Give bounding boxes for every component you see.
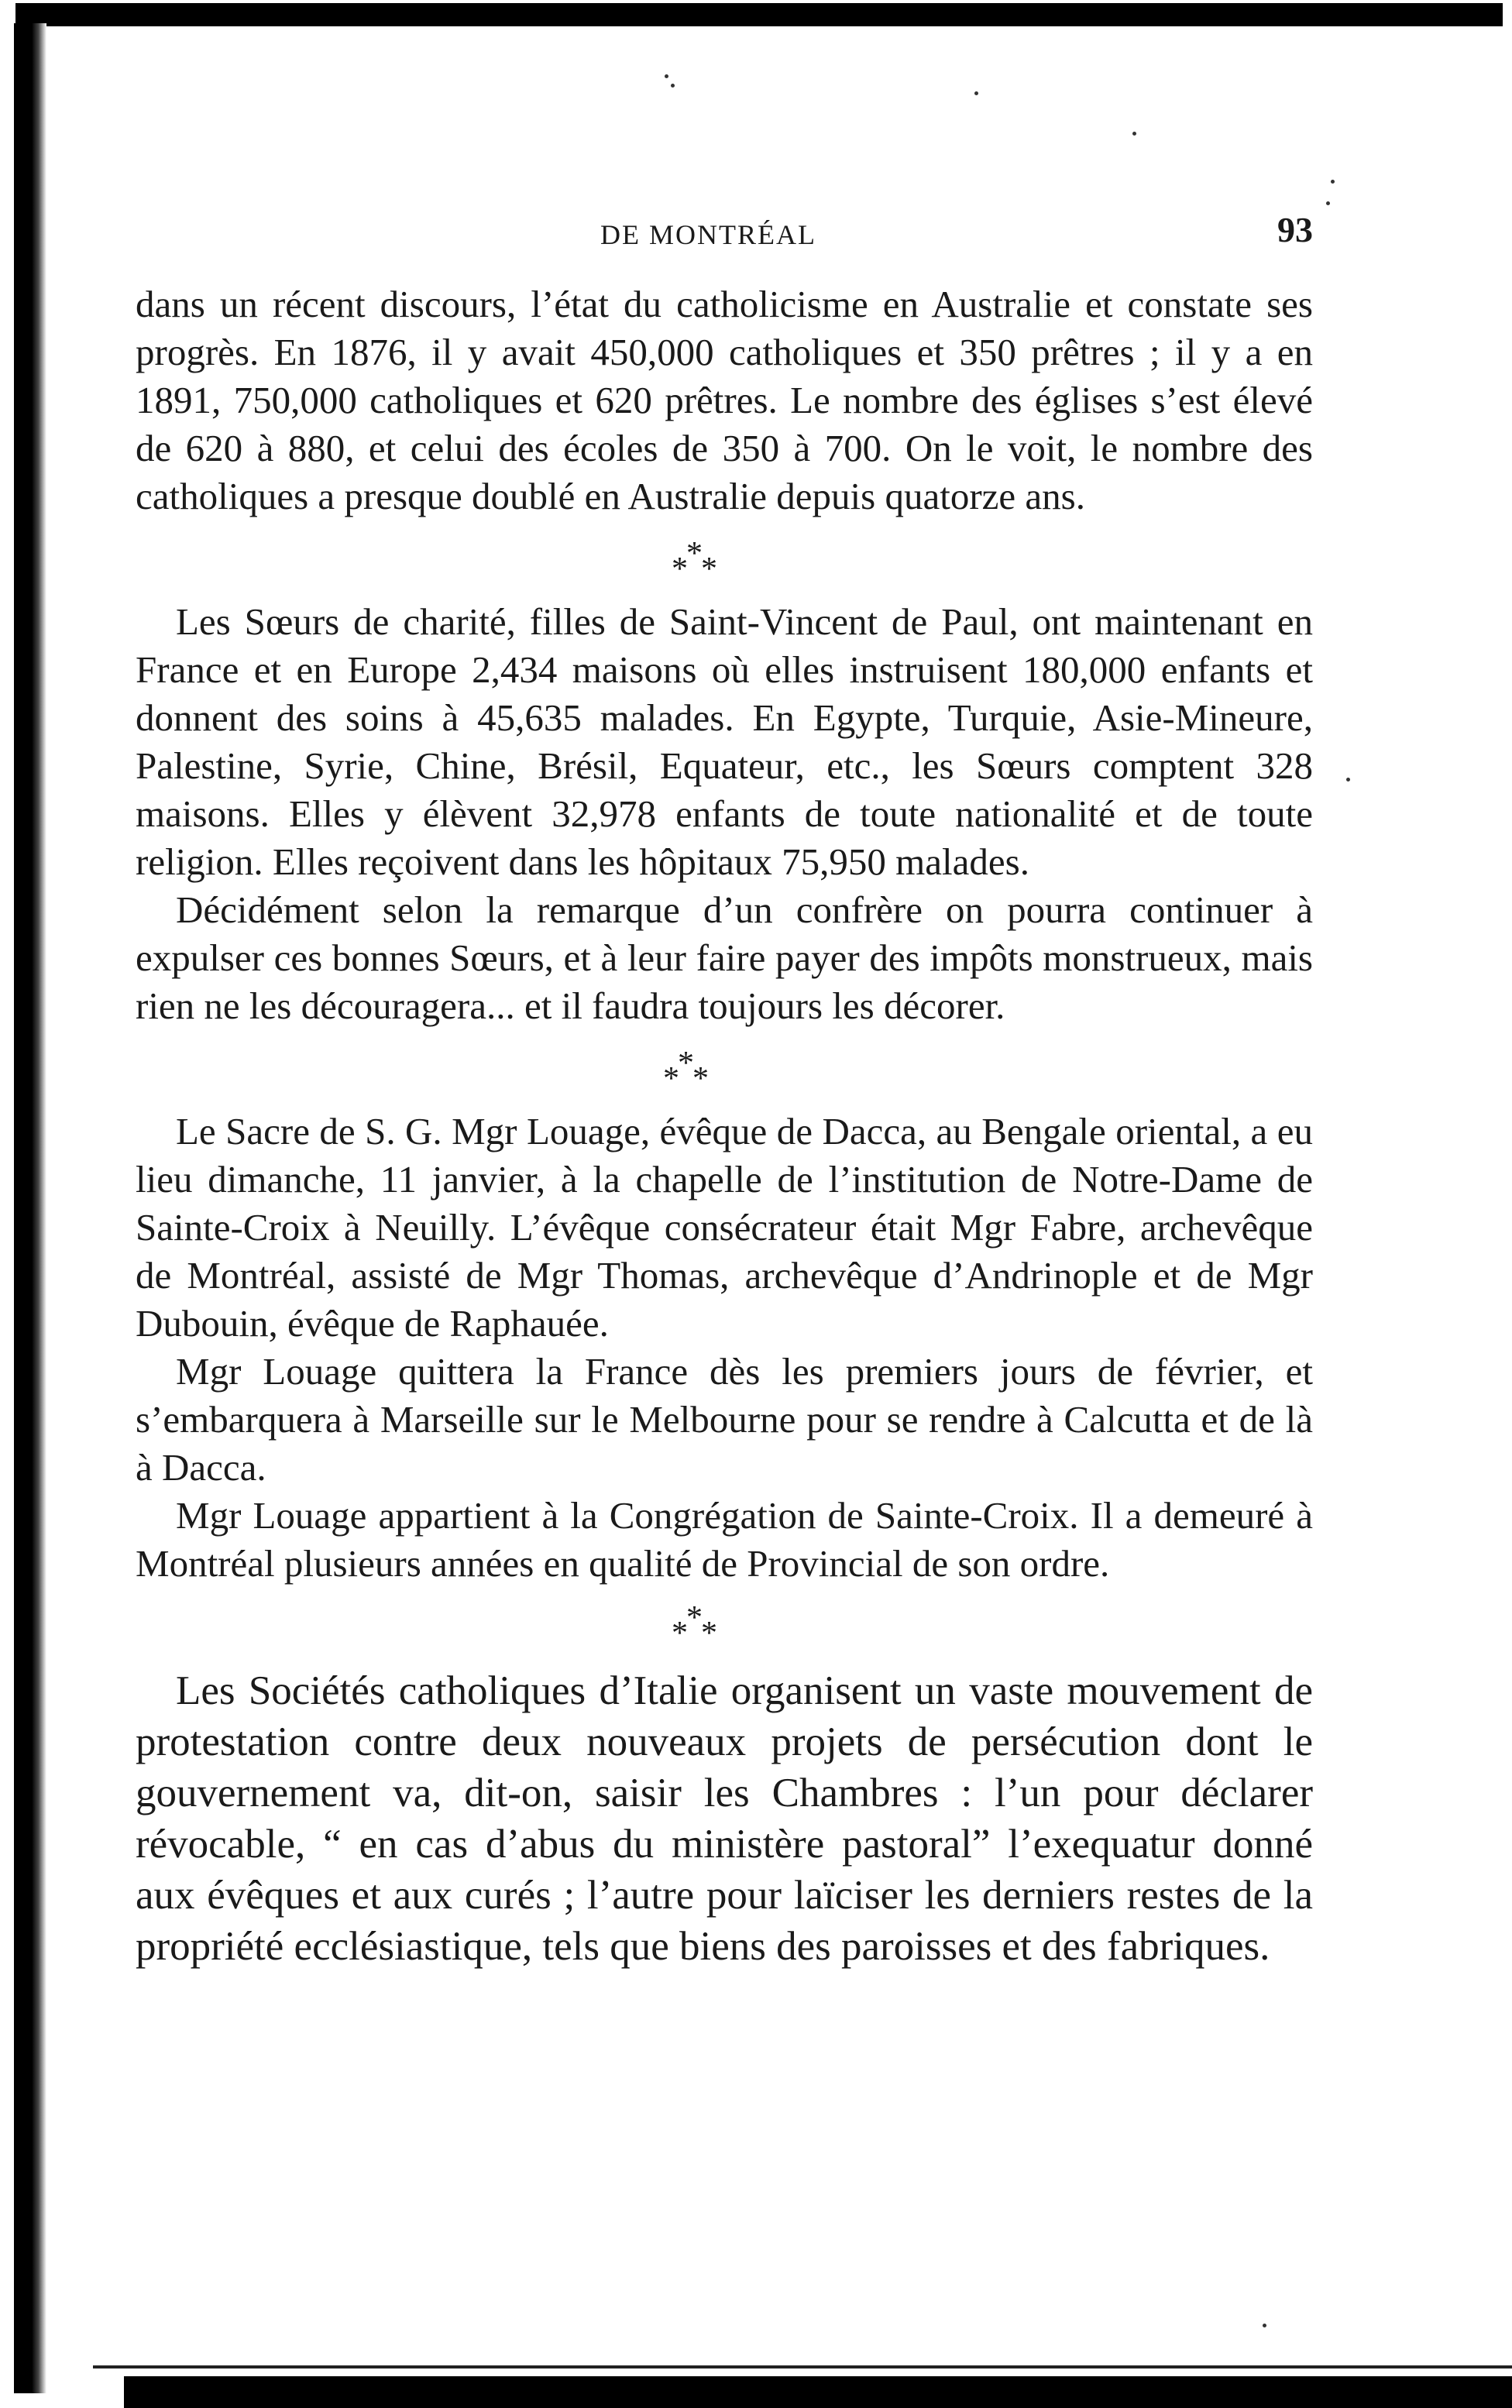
paragraph-louage-congregation: Mgr Louage appartient à la Congrégation de Sainte-Croix. Il a demeuré à Montréal plusieurs années en qualité de Provincial de son ordre. xyxy=(136,1494,1313,1585)
paragraph-decidement: Décidément selon la remarque d’un confrère on pourra continuer à expulser ces bonnes Sœurs, et à leur faire payer des impôts monstrueux, mais rien ne les découragera... et il faudra toujours les décorer. xyxy=(136,888,1313,1027)
separator-star: * xyxy=(692,1061,709,1097)
separator-star: * xyxy=(678,1046,694,1081)
running-head xyxy=(136,201,1313,263)
paragraph-soeurs-de-charite: Les Sœurs de charité, filles de Saint-Vincent de Paul, ont maintenant en France et en Europe 2,434 maisons où elles instruisent 180,000 enfants et donnent des soins à 45,635 malades. En Egypte, Turquie, Asie-Mineure, Palestine, Syrie, Chine, Brésil, Equateur, etc., les Sœurs comptent 328 maisons. Elles y élèvent 32,978 enfants de toute nationalité et de toute religion. Elles reçoivent dans les hôpitaux 75,950 malades. xyxy=(136,600,1313,883)
separator-star: * xyxy=(663,1061,679,1097)
scan-speck xyxy=(974,91,978,95)
scan-speck xyxy=(1331,180,1335,184)
scan-speck xyxy=(1263,2324,1266,2327)
paragraph-louage-depart: Mgr Louage quittera la France dès les premiers jours de février, et s’embarquera à Marseille sur le Melbourne pour se rendre à Calcutta et de là à Dacca. xyxy=(136,1350,1313,1489)
running-head-title: DE MONTRÉAL xyxy=(600,219,816,250)
separator-star: * xyxy=(686,536,703,572)
separator-star: * xyxy=(701,1616,717,1651)
document-page xyxy=(136,201,1313,1972)
scan-speck xyxy=(1132,132,1136,136)
section-separator xyxy=(136,1030,1313,1108)
separator-star: * xyxy=(686,1600,703,1636)
scan-speck xyxy=(665,74,668,78)
section-separator xyxy=(136,1588,1313,1665)
paragraph-australie: dans un récent discours, l’état du catholicisme en Australie et constate ses progrès. En 1876, il y avait 450,000 catholiques et 350 prêtres ; il y a en 1891, 750,000 catholiques et 620 prêtres. Le nombre des églises s’est élevé de 620 à 880, et celui des écoles de 350 à 700. On le voit, le nombre des catholiques a presque doublé en Australie depuis quatorze ans. xyxy=(136,283,1313,517)
scan-speck xyxy=(1326,201,1330,205)
separator-star: * xyxy=(701,551,717,587)
scan-speck xyxy=(671,84,675,88)
section-separator xyxy=(136,520,1313,598)
paragraph-sacre-mgr-louage: Le Sacre de S. G. Mgr Louage, évêque de Dacca, au Bengale oriental, a eu lieu dimanche, 11 janvier, à la chapelle de l’institution de Notre-Dame de Sainte-Croix à Neuilly. L’évêque consécrateur était Mgr Fabre, archevêque de Montréal, assisté de Mgr Thomas, archevêque d’Andrinople et de Mgr Dubouin, évêque de Raphauée. xyxy=(136,1110,1313,1345)
scan-border-bottom-rule xyxy=(93,2365,1512,2368)
separator-star: * xyxy=(672,1616,688,1651)
scan-speck xyxy=(1346,778,1350,781)
scan-border-bottom xyxy=(124,2376,1512,2408)
scan-border-left xyxy=(14,23,46,2393)
scan-border-top xyxy=(15,3,1503,26)
separator-star: * xyxy=(672,551,688,587)
page-number: 93 xyxy=(1277,210,1313,249)
paragraph-societes-catholiques-italie: Les Sociétés catholiques d’Italie organisent un vaste mouvement de protestation contre deux nouveaux projets de persécution dont le gouvernement va, dit-on, saisir les Chambres : l’un pour déclarer révocable, “ en cas d’abus du ministère pastoral” l’exequatur donné aux évêques et aux curés ; l’autre pour laïciser les derniers restes de la propriété ecclésiastique, tels que biens des paroisses et des fabriques. xyxy=(136,1668,1313,1969)
